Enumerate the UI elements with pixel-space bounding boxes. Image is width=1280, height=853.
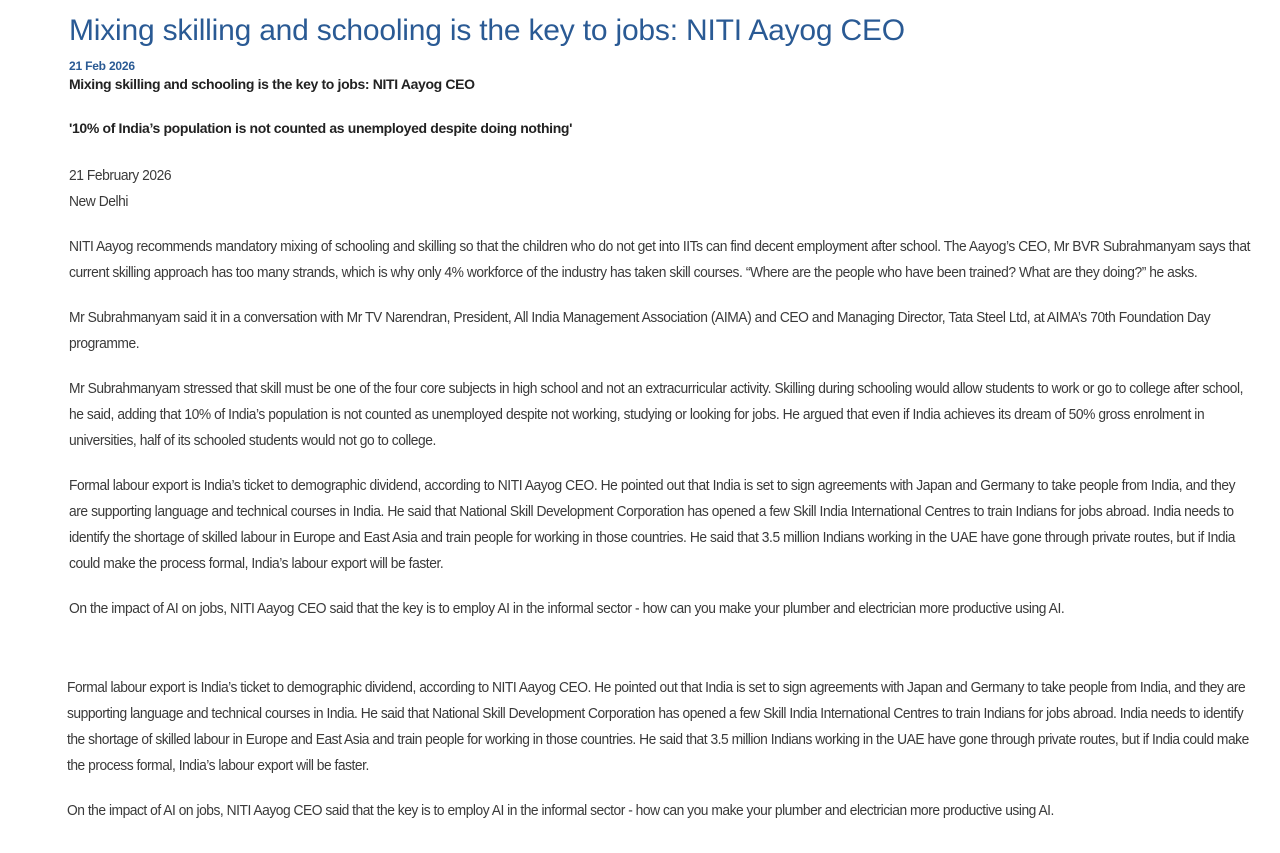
post-date: 21 Feb 2026 bbox=[69, 59, 135, 73]
dateline-date: 21 February 2026 bbox=[69, 168, 172, 184]
repeated-paragraph-2: On the impact of AI on jobs, NITI Aayog CEO said that the key is to employ AI in the informal sector - how can you make your plumber and electrician more productive using AI. bbox=[67, 803, 1054, 819]
page-title: Mixing skilling and schooling is the key to jobs: NITI Aayog CEO bbox=[69, 14, 905, 47]
paragraph-1: NITI Aayog recommends mandatory mixing of schooling and skilling so that the children who do not get into IITs can find decent employment after school. The Aayog’s CEO, Mr BVR Subrahmanyam says that current skilling approach has too many strands, which is why only 4% workforce of the industry has taken skill courses. “Where are the people who have been trained? What are they doing?” he asks. bbox=[69, 239, 1250, 281]
dateline bbox=[69, 163, 1259, 215]
repeated-paragraph-1: Formal labour export is India’s ticket to demographic dividend, according to NITI Aayog CEO. He pointed out that India is set to sign agreements with Japan and Germany to take people from India, and they are supporting language and technical courses in India. He said that National Skill Development Corporation has opened a few Skill India International Centres to train Indians for jobs abroad. India needs to identify the shortage of skilled labour in Europe and East Asia and train people for working in those countries. He said that 3.5 million Indians working in the UAE have gone through private routes, but if India could make the process formal, India’s labour export will be faster. bbox=[67, 680, 1249, 774]
paragraph-4: Formal labour export is India’s ticket to demographic dividend, according to NITI Aayog CEO. He pointed out that India is set to sign agreements with Japan and Germany to take people from India, and they are supporting language and technical courses in India. He said that National Skill Development Corporation has opened a few Skill India International Centres to train Indians for jobs abroad. India needs to identify the shortage of skilled labour in Europe and East Asia and train people for working in those countries. He said that 3.5 million Indians working in the UAE have gone through private routes, but if India could make the process formal, India’s labour export will be faster. bbox=[69, 478, 1236, 572]
paragraph-5: On the impact of AI on jobs, NITI Aayog CEO said that the key is to employ AI in the informal sector - how can you make your plumber and electrician more productive using AI. bbox=[69, 601, 1065, 617]
article bbox=[69, 0, 1259, 622]
repeated-content-block bbox=[67, 675, 1267, 824]
paragraph-2: Mr Subrahmanyam said it in a conversation with Mr TV Narendran, President, All India Management Association (AIMA) and CEO and Managing Director, Tata Steel Ltd, at AIMA’s 70th Foundation Day programme. bbox=[69, 310, 1211, 352]
article-headline: Mixing skilling and schooling is the key to jobs: NITI Aayog CEO bbox=[69, 76, 475, 92]
dateline-place: New Delhi bbox=[69, 194, 129, 210]
article-subheadline: '10% of India’s population is not counted as unemployed despite doing nothing' bbox=[69, 120, 573, 136]
paragraph-3: Mr Subrahmanyam stressed that skill must be one of the four core subjects in high school and not an extracurricular activity. Skilling during schooling would allow students to work or go to college after school, he said, adding that 10% of India’s population is not counted as unemployed despite not working, studying or looking for jobs. He argued that even if India achieves its dream of 50% gross enrolment in universities, half of its schooled students would not go to college. bbox=[69, 381, 1244, 449]
